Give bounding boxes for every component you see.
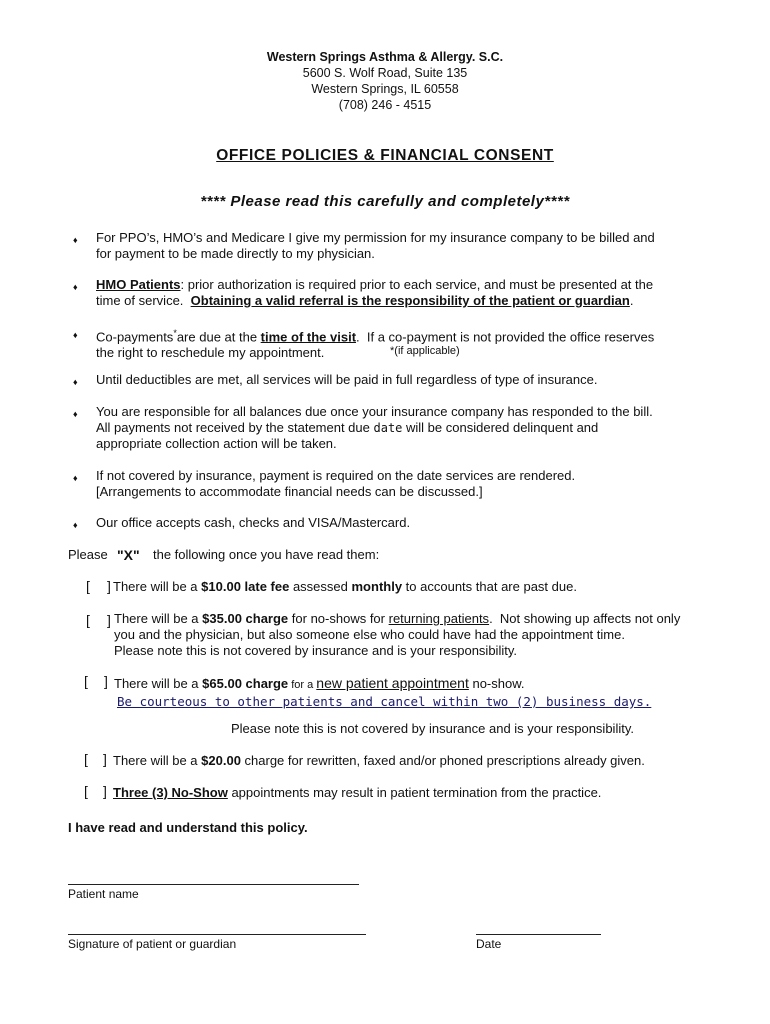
policy-item-uncovered <box>96 468 696 500</box>
returning-patients-emphasis: returning patients <box>388 611 490 626</box>
page-subtitle: **** Please read this carefully and completely**** <box>200 193 570 210</box>
checkbox-new-patient-noshow-close[interactable]: ] <box>104 673 108 689</box>
date-label: Date <box>476 937 502 951</box>
prescription-charge-amount: $20.00 <box>201 753 241 768</box>
policy-text: [Arrangements to accommodate financial needs can be discussed.] <box>96 484 483 499</box>
checkbox-returning-noshow-close[interactable]: ] <box>107 612 111 628</box>
policy-item-deductibles: Until deductibles are met, all services will be paid in full regardless of type of insurance. <box>96 372 598 387</box>
policy-text: appropriate collection action will be taken. <box>96 436 337 451</box>
item-text: Please note this is not covered by insurance and is your responsibility. <box>114 643 517 658</box>
item-text: There will be a <box>113 753 202 768</box>
item-text: . Not showing up affects not only <box>489 611 681 626</box>
referral-emphasis: Obtaining a valid referral is the responsibility of the patient or guardian <box>190 293 630 308</box>
item-text: assessed <box>289 579 352 594</box>
item-returning-noshow <box>114 611 680 627</box>
policy-text: . If a co-payment is not provided the office reserves <box>356 329 655 345</box>
item-text: for a <box>288 679 317 691</box>
checkbox-new-patient-noshow-open[interactable]: [ <box>84 673 88 689</box>
new-patient-emphasis: new patient appointment <box>316 675 469 691</box>
item-text: no-show. <box>468 676 525 691</box>
policy-text: If not covered by insurance, payment is required on the date services are rendered. <box>96 468 576 483</box>
policy-text: the right to reschedule my appointment. <box>96 345 325 361</box>
copay-note: *(if applicable) <box>390 345 460 357</box>
policy-text: will be considered delinquent and <box>402 420 599 435</box>
monthly-emphasis: monthly <box>351 579 403 594</box>
policy-text: For PPO’s, HMO’s and Medicare I give my permission for my insurance company to be billed and <box>96 230 655 245</box>
item-prescription-charge <box>113 753 645 769</box>
policy-item-payment-methods: Our office accepts cash, checks and VISA/Mastercard. <box>96 515 411 530</box>
acknowledge-statement: I have read and understand this policy. <box>68 820 308 835</box>
bullet-diamond-icon: ♦ <box>73 282 78 292</box>
policy-text: for payment to be made directly to my physician. <box>96 246 375 261</box>
checkbox-prescription-open[interactable]: [ <box>84 751 88 767</box>
cancel-notice: Be courteous to other patients and cancel within two (2) business days. <box>117 694 652 709</box>
item-text: There will be a <box>113 579 202 594</box>
item-text: you and the physician, but also someone else who could have had the appointment time. <box>114 627 625 642</box>
policy-item-billing <box>96 230 696 262</box>
bullet-diamond-icon: ♦ <box>73 520 78 530</box>
hmo-label: HMO Patients <box>96 277 181 292</box>
org-name: Western Springs Asthma & Allergy. S.C. <box>266 50 504 64</box>
new-patient-charge-amount: $65.00 charge <box>202 676 289 691</box>
no-show-emphasis: Three (3) No-Show <box>113 785 228 800</box>
checkbox-returning-noshow-open[interactable]: [ <box>86 612 90 628</box>
item-late-fee <box>113 579 577 595</box>
instruction-x: "X" <box>117 547 140 563</box>
checkbox-prescription-close[interactable]: ] <box>103 751 107 767</box>
bullet-diamond-icon: ♦ <box>73 235 78 245</box>
signature-label: Signature of patient or guardian <box>68 937 237 951</box>
late-fee-amount: $10.00 late fee <box>201 579 290 594</box>
bullet-diamond-icon: ♦ <box>73 377 78 387</box>
policy-item-balances <box>96 404 696 452</box>
item-text: to accounts that are past due. <box>402 579 577 594</box>
checkbox-late-fee-close[interactable]: ] <box>107 578 111 594</box>
item-text: appointments may result in patient termination from the practice. <box>227 785 602 800</box>
patient-name-line[interactable] <box>68 884 359 885</box>
asterisk-mark: * <box>173 328 177 338</box>
policy-item-hmo <box>96 277 696 309</box>
item-text: There will be a <box>114 676 203 691</box>
signature-line[interactable] <box>68 934 366 935</box>
item-termination <box>113 785 601 801</box>
bullet-diamond-icon: ♦ <box>73 330 78 340</box>
date-word: date <box>373 421 403 435</box>
item-new-patient-noshow <box>114 675 525 693</box>
policy-text: are due at the <box>176 329 261 345</box>
bullet-diamond-icon: ♦ <box>73 473 78 483</box>
item-text: There will be a <box>114 611 203 626</box>
item-text: Please note this is not covered by insurance and is your responsibility. <box>231 721 634 736</box>
policy-text: time of service. <box>96 293 191 308</box>
instruction-please: Please <box>68 547 108 562</box>
item-text: for no-shows for <box>288 611 389 626</box>
returning-charge-amount: $35.00 charge <box>202 611 289 626</box>
checkbox-late-fee-open[interactable]: [ <box>86 578 90 594</box>
address-line-2: Western Springs, IL 60558 <box>311 82 459 96</box>
instruction-text: the following once you have read them: <box>153 547 380 562</box>
policy-text: : prior authorization is required prior to each service, and must be presented at the <box>180 277 654 292</box>
policy-text: . <box>629 293 634 308</box>
address-line-1: 5600 S. Wolf Road, Suite 135 <box>302 66 468 80</box>
patient-name-label: Patient name <box>68 887 139 901</box>
bullet-diamond-icon: ♦ <box>73 409 78 419</box>
page-title: OFFICE POLICIES & FINANCIAL CONSENT <box>216 147 554 164</box>
policy-text: Co-payments <box>96 329 174 345</box>
checkbox-termination-open[interactable]: [ <box>84 783 88 799</box>
policy-text: You are responsible for all balances due once your insurance company has responded to the bill. <box>96 404 653 419</box>
policy-text: All payments not received by the statement due <box>96 420 374 435</box>
phone-number: (708) 246 - 4515 <box>338 98 432 112</box>
date-line[interactable] <box>476 934 601 935</box>
time-of-visit-emphasis: time of the visit <box>260 329 357 345</box>
item-text: charge for rewritten, faxed and/or phoned prescriptions already given. <box>240 753 645 768</box>
checkbox-termination-close[interactable]: ] <box>103 783 107 799</box>
